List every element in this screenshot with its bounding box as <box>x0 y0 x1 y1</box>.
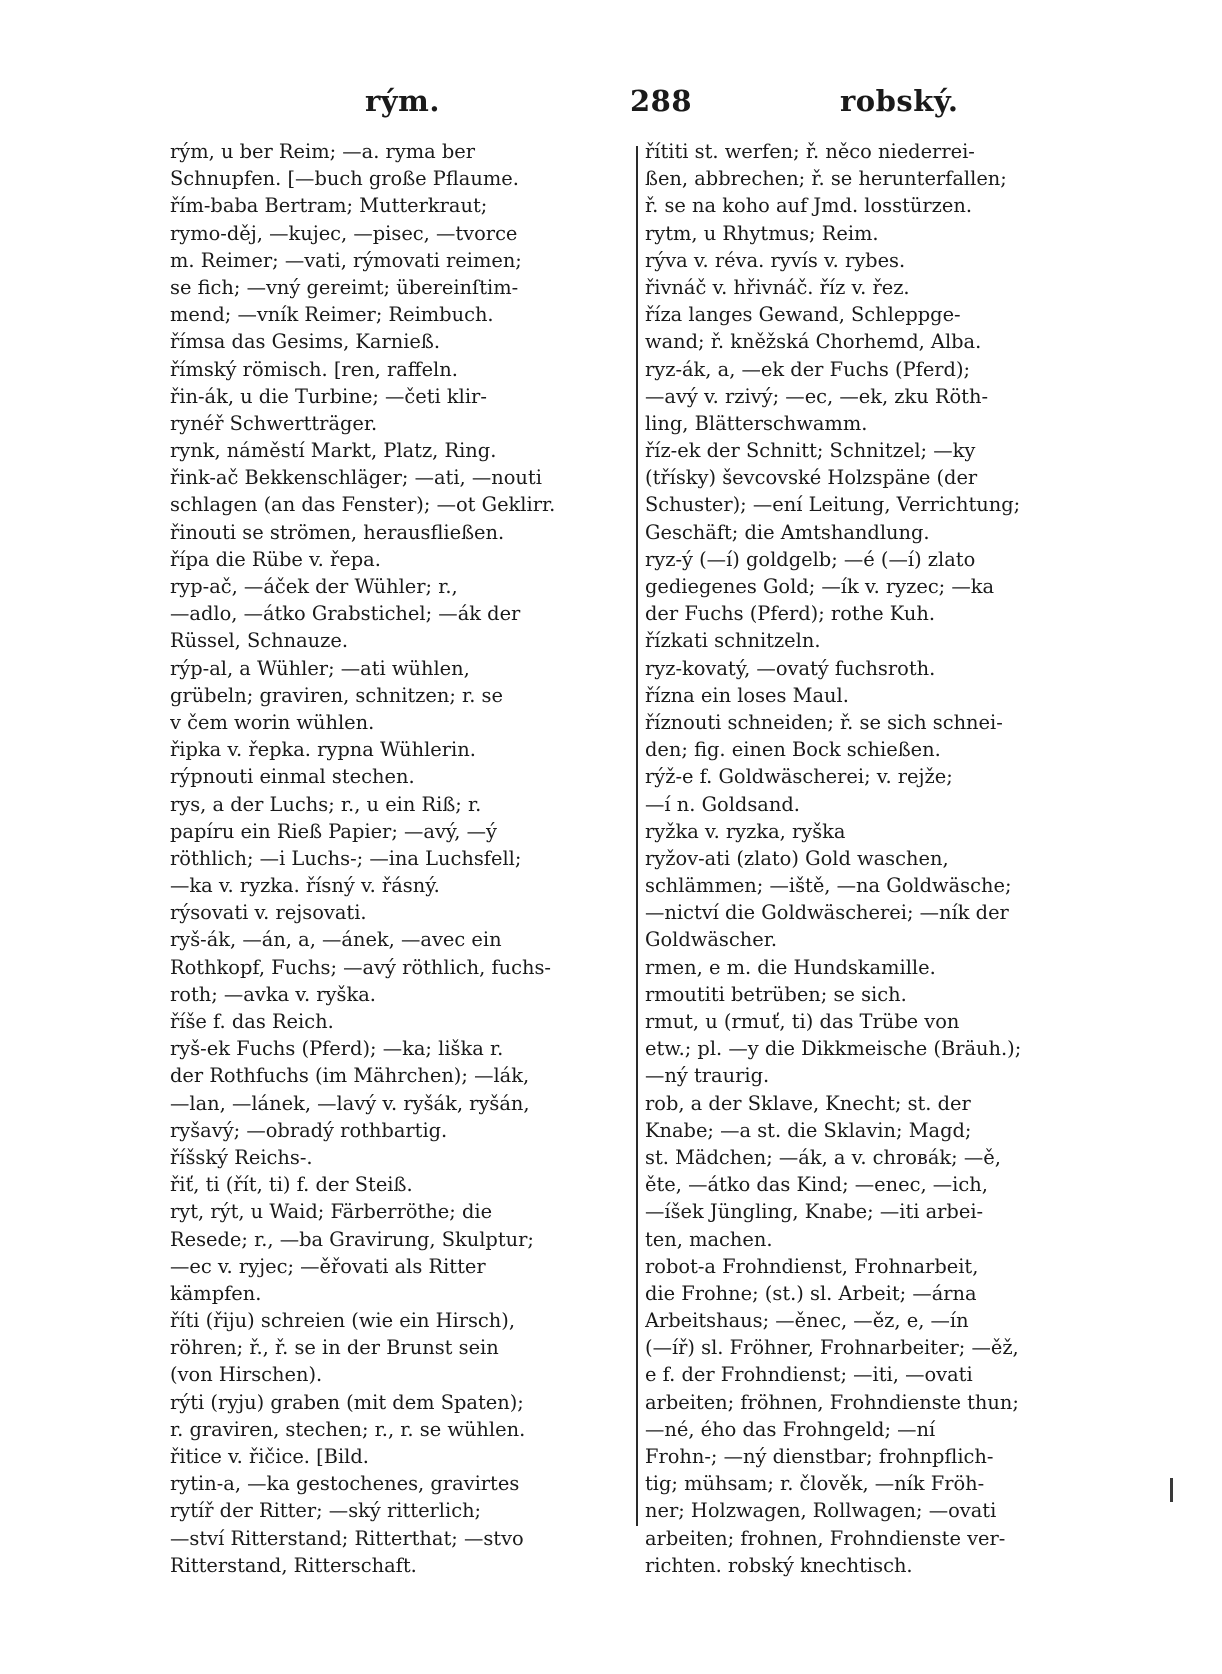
right-column-line: řítiti st. werfen; ř. něco niederrei- <box>645 140 975 163</box>
right-column-line: rýž-e f. Goldwäscherei; v. rejže; <box>645 765 953 789</box>
left-column-line: říše f. das Reich. <box>170 1010 334 1033</box>
left-column-line: —ka v. ryzka. řísný v. řásný. <box>170 874 440 898</box>
right-column-line: —íšek Jüngling, Knabe; —iti arbei- <box>645 1200 984 1224</box>
left-column-line: rytíř der Ritter; —ský ritterlich; <box>170 1499 482 1523</box>
left-column-line: papíru ein Rieß Papier; —avý, —ý <box>170 819 497 843</box>
column-divider <box>636 146 638 1526</box>
left-column-line: řink-ač Bekkenschläger; —ati, —nouti <box>170 466 542 490</box>
left-column-line: grübeln; graviren, schnitzen; r. se <box>170 683 503 707</box>
left-column-line: řitice v. řičice. [Bild. <box>170 1445 369 1468</box>
right-column-line: wand; ř. kněžská Chorhemd, Alba. <box>645 330 982 354</box>
left-column-line: —lan, —lánek, —lavý v. ryšák, ryšán, <box>170 1091 530 1115</box>
left-column-line: ryšavý; —obradý rothbartig. <box>170 1118 448 1142</box>
page-number: 288 <box>630 84 693 118</box>
right-column-line: říz-ek der Schnitt; Schnitzel; —ky <box>645 439 976 463</box>
left-column-line: rytin-a, —ka gestochenes, gravirtes <box>170 1472 520 1496</box>
right-column-line: richten. robský knechtisch. <box>645 1553 913 1577</box>
left-column-line: roth; —avka v. ryška. <box>170 982 376 1006</box>
right-column-line: Goldwäscher. <box>645 928 778 952</box>
right-column-line: Frohn-; —ný dienstbar; frohnpflich- <box>645 1445 994 1468</box>
left-column-line: röthlich; —i Luchs-; —ina Luchsfell; <box>170 846 522 870</box>
left-column-line: Schnupfen. [—buch große Pflaume. <box>170 167 519 191</box>
right-column-line: ner; Holzwagen, Rollwagen; —ovati <box>645 1499 997 1523</box>
right-column-line: ryžov-ati (zlato) Gold waschen, <box>645 846 949 870</box>
right-column-line: ling, Blätterschwamm. <box>645 411 868 435</box>
left-column-line: röhren; ř., ř. se in der Brunst sein <box>170 1336 499 1360</box>
right-column-line: Knabe; —a st. die Sklavin; Magd; <box>645 1118 972 1142</box>
edge-mark <box>1170 1478 1173 1502</box>
right-column-line: ryz-ý (—í) goldgelb; —é (—í) zlato <box>645 547 976 571</box>
left-column-line: (von Hirschen). <box>170 1363 323 1387</box>
right-column-line: rmoutiti betrüben; se sich. <box>645 982 907 1006</box>
left-column-line: ryš-ek Fuchs (Pferd); —ka; liška r. <box>170 1037 504 1061</box>
right-column-line: st. Mädchen; —ák, a v. chroвák; —ě, <box>645 1145 1001 1169</box>
left-column-line: ryš-ák, —án, a, —ánek, —avec ein <box>170 928 502 952</box>
right-column-line: řivnáč v. hřivnáč. říz v. řez. <box>645 275 910 299</box>
right-column-line: řízkati schnitzeln. <box>645 629 821 653</box>
left-column-line: rýsovati v. rejsovati. <box>170 901 367 925</box>
right-column-line: —ný traurig. <box>645 1064 770 1088</box>
left-column-line: rynk, náměstí Markt, Platz, Ring. <box>170 439 497 463</box>
right-column <box>645 138 1105 1579</box>
left-column-line: ryp-ač, —áček der Wühler; r., <box>170 575 458 598</box>
right-column-line: ryz-kovatý, —ovatý fuchsroth. <box>645 656 936 680</box>
left-column <box>170 138 630 1579</box>
right-column-line: die Frohne; (st.) sl. Arbeit; —árna <box>645 1281 977 1305</box>
left-guide-word: rým. <box>365 84 440 118</box>
left-column-line: říšský Reichs-. <box>170 1145 313 1169</box>
right-column-line: der Fuchs (Pferd); rothe Kuh. <box>645 602 935 626</box>
left-column-line: schlagen (an das Fenster); —ot Geklirr. <box>170 493 556 517</box>
right-column-line: etw.; pl. —y die Dikkmeische (Bräuh.); <box>645 1037 1022 1061</box>
right-column-line: —í n. Goldsand. <box>645 792 800 816</box>
right-column-line: ßen, abbrechen; ř. se herunterfallen; <box>645 167 1007 191</box>
left-column-line: v čem worin wühlen. <box>170 710 375 734</box>
right-column-line: robot-a Frohndienst, Frohnarbeit, <box>645 1254 979 1278</box>
right-column-line: Geschäft; die Amtshandlung. <box>645 520 930 544</box>
left-column-line: rýp-al, a Wühler; —ati wühlen, <box>170 656 470 680</box>
left-column-line: Resede; r., —ba Gravirung, Skulptur; <box>170 1227 534 1251</box>
right-column-line: tig; mühsam; r. člověk, —ník Fröh- <box>645 1472 985 1496</box>
right-column-line: Arbeitshaus; —ěnec, —ěz, e, —ín <box>645 1309 969 1333</box>
right-column-line: říznouti schneiden; ř. se sich schnei- <box>645 710 1003 734</box>
right-column-line: rmut, u (rmuť, ti) das Trübe von <box>645 1010 960 1033</box>
left-column-line: říti (řiju) schreien (wie ein Hirsch), <box>170 1309 516 1333</box>
left-column-line: řipka v. řepka. rypna Wühlerin. <box>170 738 476 762</box>
right-column-line: arbeiten; frohnen, Frohndienste ver- <box>645 1526 1006 1550</box>
right-column-line: gediegenes Gold; —ík v. ryzec; —ka <box>645 575 995 598</box>
left-column-line: ryt, rýt, u Waid; Färberröthe; die <box>170 1200 493 1224</box>
right-column-line: (—íř) sl. Fröhner, Frohnarbeiter; —ěž, <box>645 1336 1019 1360</box>
left-column-line: řin-ák, u die Turbine; —četi klir- <box>170 384 487 408</box>
left-column-line: rys, a der Luchs; r., u ein Riß; r. <box>170 792 482 816</box>
right-column-line: ěte, —átko das Kind; —enec, —ich, <box>645 1173 988 1197</box>
right-column-line: říza langes Gewand, Schleppge- <box>645 303 961 327</box>
left-column-line: řinouti se strömen, herausfließen. <box>170 520 505 544</box>
left-column-line: —ství Ritterstand; Ritterthat; —stvo <box>170 1526 524 1550</box>
left-column-line: se fich; —vný gereimt; übereinſtim- <box>170 275 519 299</box>
left-column-line: Ritterstand, Ritterschaft. <box>170 1553 417 1577</box>
right-column-line: (třísky) ševcovské Holzspäne (der <box>645 466 978 490</box>
left-column-line: r. graviren, stechen; r., r. se wühlen. <box>170 1417 526 1441</box>
left-column-line: římský römisch. [ren, raffeln. <box>170 357 458 381</box>
right-column-line: rytm, u Rhytmus; Reim. <box>645 221 879 245</box>
left-column-line: rýti (ryju) graben (mit dem Spaten); <box>170 1390 524 1414</box>
right-column-line: —nictví die Goldwäscherei; —ník der <box>645 901 1009 925</box>
left-column-line: římsa das Gesims, Karnieß. <box>170 330 441 354</box>
left-column-line: rymo-děj, —kujec, —pisec, —tvorce <box>170 221 518 245</box>
right-column-line: schlämmen; —iště, —na Goldwäsche; <box>645 874 1012 898</box>
right-column-line: rmen, e m. die Hundskamille. <box>645 955 936 979</box>
right-guide-word: robský. <box>840 84 959 118</box>
left-column-line: řiť, ti (řít, ti) f. der Steiß. <box>170 1173 413 1197</box>
left-column-line: řípa die Rübe v. řepa. <box>170 547 381 571</box>
left-column-line: Rüssel, Schnauze. <box>170 629 349 653</box>
left-column-line: rým, u ber Reim; —a. ryma ber <box>170 140 476 163</box>
left-column-line: —ec v. ryjec; —ěřovati als Ritter <box>170 1254 486 1278</box>
right-column-line: ř. se na koho auf Jmd. losstürzen. <box>645 194 972 218</box>
right-column-line: —né, ého das Frohngeld; —ní <box>645 1417 936 1441</box>
right-column-line: arbeiten; fröhnen, Frohndienste thun; <box>645 1390 1019 1414</box>
right-column-line: Schuster); —ení Leitung, Verrichtung; <box>645 493 1021 517</box>
right-column-line: ryžka v. ryzka, ryška <box>645 819 846 843</box>
page-header <box>160 84 1120 134</box>
left-column-line: rýpnouti einmal stechen. <box>170 765 415 789</box>
left-column-line: der Rothfuchs (im Mährchen); —lák, <box>170 1064 530 1088</box>
left-column-line: Rothkopf, Fuchs; —avý röthlich, fuchs- <box>170 955 551 979</box>
right-column-line: ten, machen. <box>645 1227 773 1251</box>
left-column-line: mend; —vník Reimer; Reimbuch. <box>170 303 494 327</box>
right-column-line: —avý v. rzivý; —ec, —ek, zku Röth- <box>645 384 989 408</box>
left-column-line: rynéř Schwertträger. <box>170 411 378 435</box>
right-column-line: řízna ein loses Maul. <box>645 683 849 707</box>
right-column-line: den; fig. einen Bock schießen. <box>645 738 941 762</box>
left-column-line: kämpfen. <box>170 1281 262 1305</box>
left-column-line: —adlo, —átko Grabstichel; —ák der <box>170 602 521 626</box>
right-column-line: rob, a der Sklave, Knecht; st. der <box>645 1091 971 1115</box>
left-column-line: m. Reimer; —vati, rýmovati reimen; <box>170 248 522 272</box>
right-column-line: e f. der Frohndienst; —iti, —ovati <box>645 1363 973 1387</box>
right-column-line: rýva v. réva. ryvís v. rybes. <box>645 248 906 272</box>
left-column-line: řím-baba Bertram; Mutterkraut; <box>170 194 488 218</box>
right-column-line: ryz-ák, a, —ek der Fuchs (Pferd); <box>645 357 971 381</box>
